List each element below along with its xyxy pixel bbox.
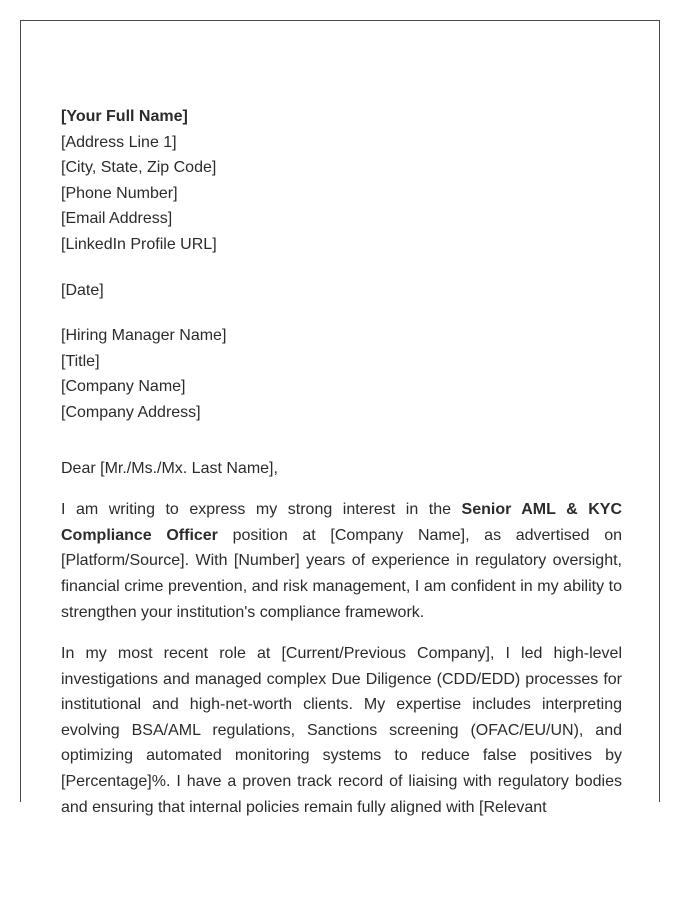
recipient-name: [Hiring Manager Name] (61, 327, 227, 345)
paragraph-experience: In my most recent role at [Current/Previous Company], I led high-level investigations and managed complex Due Diligence (CDD/EDD) processes for institutional and high-net-worth clients. My expertise includes interpreting evolving BSA/AML regulations, Sanctions screening (OFAC/EU/UN), and optimizing automated monitoring systems to reduce false positives by [Percentage]%. I have a proven track record of liaising with regulatory bodies and ensuring that internal policies remain fully aligned with [Relevant (61, 645, 622, 816)
date-block (61, 278, 622, 304)
letter-page (20, 20, 660, 816)
sender-name: [Your Full Name] (61, 108, 188, 125)
sender-linkedin: [LinkedIn Profile URL] (61, 235, 217, 253)
salutation-text: Dear [Mr./Ms./Mx. Last Name], (61, 459, 278, 477)
recipient-title: [Title] (61, 352, 100, 370)
paragraph-intro-before: I am writing to express my strong interest in the (61, 501, 462, 519)
recipient-address: [Company Address] (61, 403, 201, 421)
position-title: Senior AML & KYC Compliance Officer (61, 501, 623, 544)
sender-phone: [Phone Number] (61, 184, 178, 202)
sender-block (61, 104, 622, 258)
sender-address-line-1: [Address Line 1] (61, 133, 177, 151)
paragraph-intro-after: position at [Company Name], as advertised on [Platform/Source]. With [Number] years of experience in regulatory oversight, financial crime prevention, and risk management, I am confident in my ability to strengthen your institution's compliance framework. (61, 526, 623, 621)
recipient-block (61, 323, 622, 425)
sender-email: [Email Address] (61, 210, 173, 228)
letter-date: [Date] (61, 281, 104, 299)
recipient-company: [Company Name] (61, 378, 186, 396)
salutation (61, 456, 622, 482)
letter-body (61, 104, 622, 820)
sender-city-state-zip: [City, State, Zip Code] (61, 159, 217, 177)
paragraph-intro (61, 497, 622, 625)
